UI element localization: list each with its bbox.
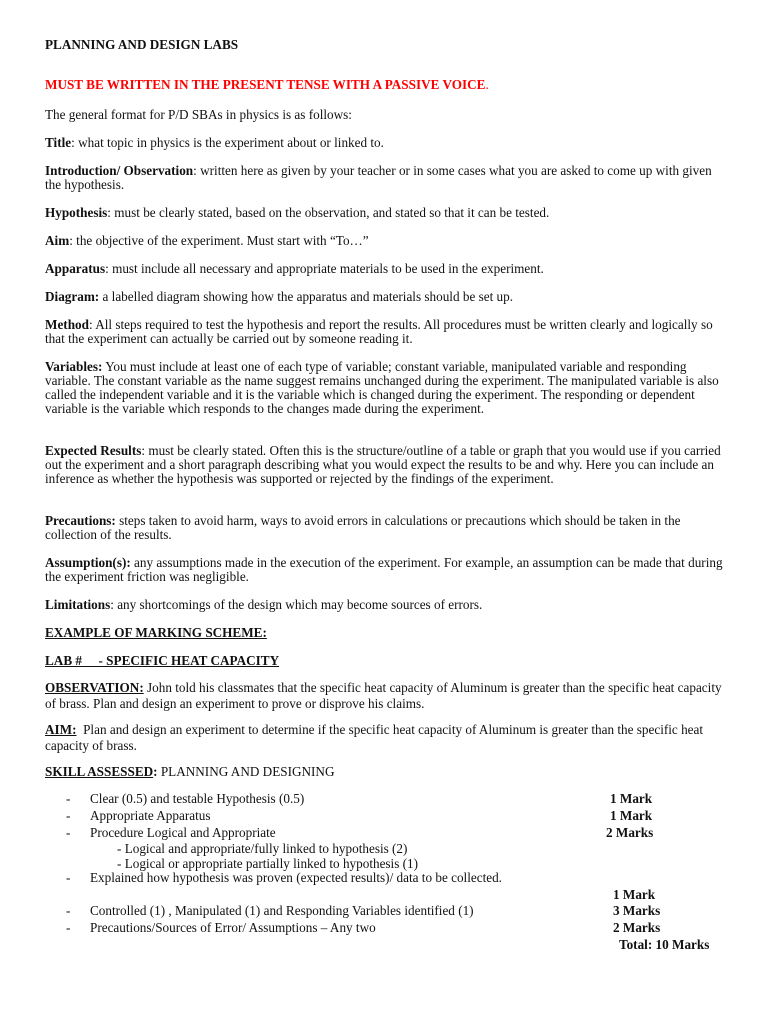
section-text: steps taken to avoid harm, ways to avoid errors in calculations or precautions which should be taken in the collection of the results.: [45, 513, 681, 542]
section-term: Method: [45, 317, 89, 332]
section-term: Title: [45, 135, 72, 150]
skill-label: SKILL ASSESSED: [45, 764, 154, 779]
section-text: You must include at least one of each type of variable; constant variable, manipulated variable and responding variable. The constant variable as the name suggest remains unchanged during the experiment. The manipulated variable is also called the independent variable and it is the variable which is changed during the experiment. The responding or dependent variable is the variable which responds to the changes made during the experiment.: [45, 359, 719, 416]
section-text: All steps required to test the hypothesis and report the results. All procedures must be written clearly and logically so that the experiment can actually be carried out by someone reading it.: [45, 317, 713, 346]
mark-value: 1 Mark: [610, 791, 653, 806]
sub-criteria-item: - Logical or appropriate partially linked to hypothesis (1): [117, 856, 419, 871]
section-text: must include all necessary and appropriate materials to be used in the experiment.: [108, 261, 544, 276]
section-term: Variables:: [45, 359, 103, 374]
section-expected-results: Expected Results: must be clearly stated. Often this is the structure/outline of a table or graph that you would use if you carried out the experiment and a short paragraph describing what you would expect the results to be and why. Here you can include an inference as whether the hypothesis was supported or rejected by the findings of the experiment.: [45, 443, 721, 486]
section-method: Method: All steps required to test the hypothesis and report the results. All procedures must be written clearly and logically so that the experiment can actually be carried out by someone reading it.: [45, 317, 713, 346]
observation-paragraph: [45, 680, 725, 712]
criteria-item: - Procedure Logical and Appropriate 2 Marks: [66, 825, 654, 840]
sub-criteria-item: - Logical and appropriate/fully linked to hypothesis (2): [117, 841, 408, 856]
section-term: Precautions:: [45, 513, 116, 528]
section-introduction: Introduction/ Observation: written here as given by your teacher or in some cases what you are asked to come up with given the hypothesis.: [45, 163, 712, 192]
criteria-mark-row: [0, 887, 768, 902]
warning-punct: .: [485, 77, 489, 92]
skill-assessed-line: SKILL ASSESSED: PLANNING AND DESIGNING: [45, 764, 335, 779]
intro-text: The general format for P/D SBAs in physics is as follows:: [45, 107, 352, 122]
lab-heading: LAB # - SPECIFIC HEAT CAPACITY: [45, 653, 280, 668]
section-text: must be clearly stated, based on the observation, and stated so that it can be tested.: [110, 205, 550, 220]
criteria-item: - Appropriate Apparatus 1 Mark: [66, 808, 653, 823]
section-term: Aim: [45, 233, 70, 248]
warning-line: [45, 78, 725, 92]
section-diagram: [45, 290, 725, 304]
section-text: the objective of the experiment. Must start with “To…”: [72, 233, 369, 248]
mark-value: 2 Marks: [613, 920, 661, 935]
section-text: any assumptions made in the execution of the experiment. For example, an assumption can be made that during the experiment friction was negligible.: [45, 555, 723, 584]
section-variables: [45, 360, 725, 416]
document-title: PLANNING AND DESIGN LABS: [45, 37, 239, 52]
section-text: what topic in physics is the experiment about or linked to.: [74, 135, 384, 150]
criteria-item: - Explained how hypothesis was proven (expected results)/ data to be collected.: [66, 870, 502, 885]
section-limitations: Limitations: any shortcomings of the design which may become sources of errors.: [45, 597, 483, 612]
section-precautions: [45, 514, 725, 542]
mark-value: 1 Mark: [613, 887, 656, 902]
section-text: must be clearly stated. Often this is the structure/outline of a table or graph that you would use if you carried out the experiment and a short paragraph describing what you would expect the results to be and why. Here you can include an inference as whether the hypothesis was supported or rejected by the findings of the experiment.: [45, 443, 721, 486]
observation-text: John told his classmates that the specific heat capacity of Aluminum is greater than the specific heat capacity of brass. Plan and design an experiment to prove or disprove his claims.: [45, 680, 722, 711]
mark-value: 3 Marks: [613, 903, 661, 918]
section-term: Hypothesis: [45, 205, 108, 220]
section-text: a labelled diagram showing how the apparatus and materials should be set up.: [99, 289, 514, 304]
warning-text: MUST BE WRITTEN IN THE PRESENT TENSE WITH A PASSIVE VOICE: [45, 77, 486, 92]
mark-value: 1 Mark: [610, 808, 653, 823]
aim-label: AIM:: [45, 722, 77, 737]
aim-text: Plan and design an experiment to determine if the specific heat capacity of Aluminum is greater than the specific heat capacity of brass.: [45, 722, 707, 753]
section-term: Diagram:: [45, 289, 100, 304]
section-term: Introduction/ Observation: [45, 163, 194, 178]
criteria-item: - Precautions/Sources of Error/ Assumptions – Any two 2 Marks: [66, 920, 661, 935]
observation-label: OBSERVATION:: [45, 680, 144, 695]
section-apparatus: Apparatus: must include all necessary and appropriate materials to be used in the experiment.: [45, 261, 544, 276]
section-term: Assumption(s):: [45, 555, 131, 570]
section-hypothesis: Hypothesis: must be clearly stated, based on the observation, and stated so that it can be tested.: [45, 205, 550, 220]
aim-paragraph: [45, 722, 725, 754]
total-marks: Total: 10 Marks: [619, 937, 710, 952]
section-assumptions: [45, 556, 725, 584]
total-row: [0, 937, 768, 952]
section-aim: Aim: the objective of the experiment. Must start with “To…”: [45, 233, 369, 248]
criteria-item: - Controlled (1) , Manipulated (1) and Responding Variables identified (1) 3 Marks: [66, 903, 661, 918]
section-term: Expected Results: [45, 443, 142, 458]
mark-value: 2 Marks: [606, 825, 654, 840]
section-text: written here as given by your teacher or in some cases what you are asked to come up with given the hypothesis.: [45, 163, 712, 192]
section-term: Apparatus: [45, 261, 106, 276]
example-heading: EXAMPLE OF MARKING SCHEME:: [45, 625, 267, 640]
skill-text: PLANNING AND DESIGNING: [157, 764, 335, 779]
section-term: Limitations: [45, 597, 111, 612]
criteria-item: - Clear (0.5) and testable Hypothesis (0.5) 1 Mark: [66, 791, 653, 806]
section-text: any shortcomings of the design which may become sources of errors.: [113, 597, 483, 612]
section-title: Title: what topic in physics is the experiment about or linked to.: [45, 135, 384, 150]
